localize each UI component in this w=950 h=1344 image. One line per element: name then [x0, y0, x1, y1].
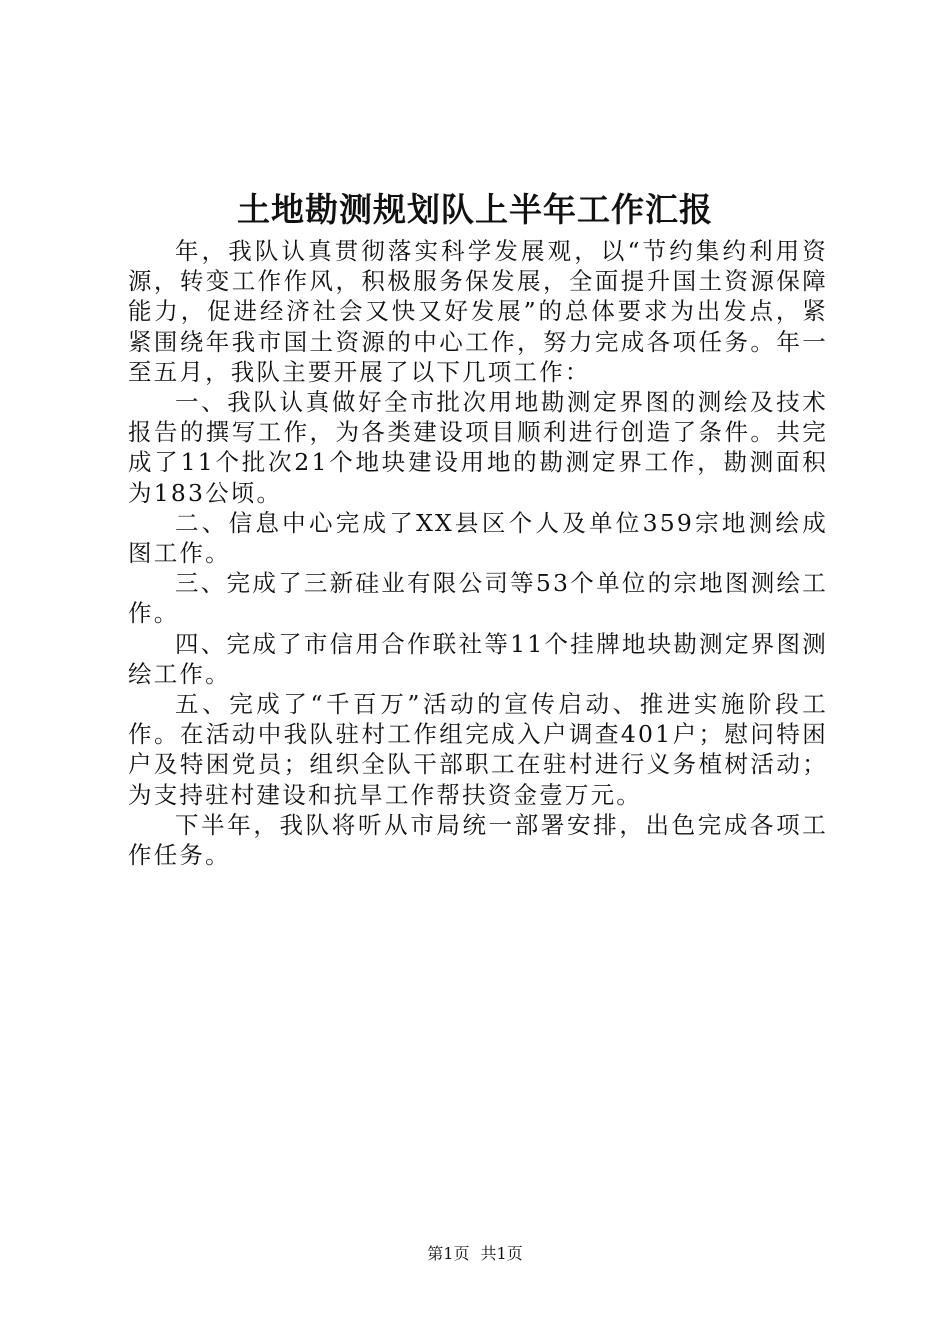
paragraph-item-1: 一、我队认真做好全市批次用地勘测定界图的测绘及技术报告的撰写工作，为各类建设项目顺利进行创造了条件。共完成了11个批次21个地块建设用地的勘测定界工作，勘测面积为183公顷。	[128, 388, 828, 507]
paragraph-item-2: 二、信息中心完成了XX县区个人及单位359宗地测绘成图工作。	[128, 508, 828, 568]
page-footer	[0, 1243, 950, 1265]
page-total: 共1页	[480, 1244, 523, 1263]
page-number: 第1页	[427, 1244, 470, 1263]
document-title: 土地勘测规划队上半年工作汇报	[237, 190, 713, 229]
paragraph-item-5: 五、完成了“千百万”活动的宣传启动、推进实施阶段工作。在活动中我队驻村工作组完成入户调查401户；慰问特困户及特困党员；组织全队干部职工在驻村进行义务植树活动；为支持驻村建设和抗旱工作帮扶资金壹万元。	[128, 690, 828, 809]
paragraph-intro: 年，我队认真贯彻落实科学发展观，以“节约集约利用资源，转变工作作风，积极服务保发展，全面提升国土资源保障能力，促进经济社会又快又好发展”的总体要求为出发点，紧紧围绕年我市国土资源的中心工作，努力完成各项任务。年一至五月，我队主要开展了以下几项工作：	[128, 237, 828, 386]
paragraph-item-4: 四、完成了市信用合作联社等11个挂牌地块勘测定界图测绘工作。	[128, 629, 828, 688]
paragraph-item-3: 三、完成了三新硅业有限公司等53个单位的宗地图测绘工作。	[128, 569, 828, 628]
document-body	[128, 236, 828, 870]
paragraph-conclusion: 下半年，我队将听从市局统一部署安排，出色完成各项工作任务。	[128, 810, 828, 870]
